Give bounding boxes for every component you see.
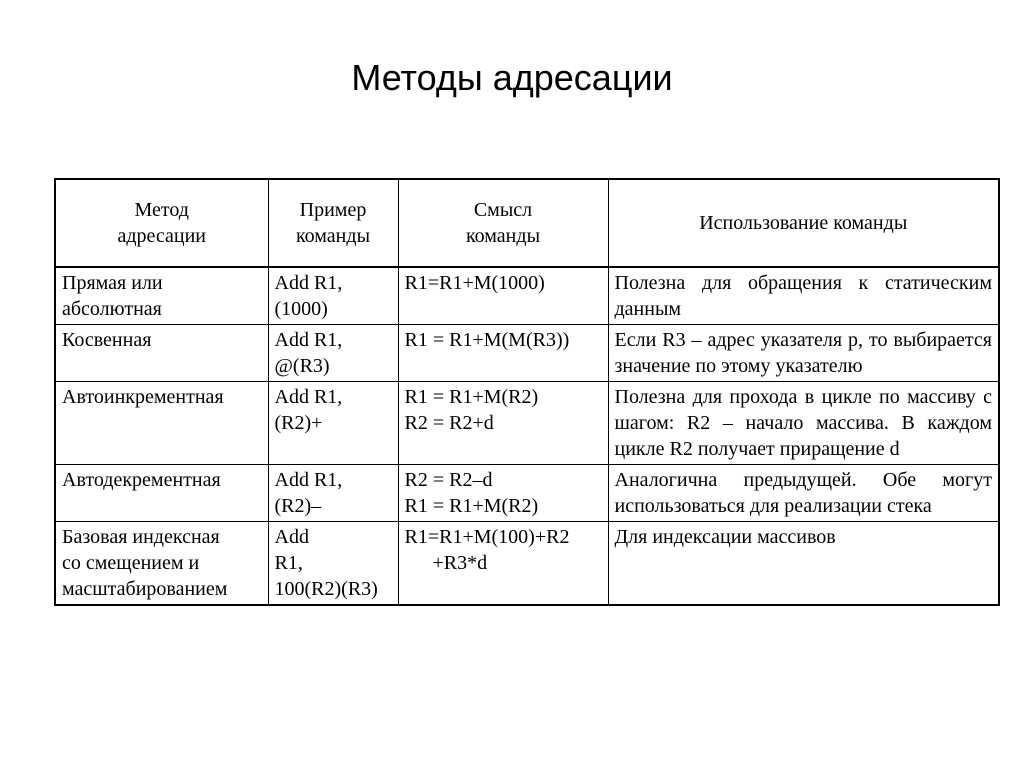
- cell-text: 100(R2)(R3): [274, 578, 378, 600]
- cell-text: Add R1,: [274, 469, 343, 491]
- cell-text: Базовая индексная: [62, 526, 220, 548]
- header-text: команды: [295, 225, 371, 247]
- cell-text: @(R3): [274, 355, 330, 377]
- table-header-row: [55, 179, 999, 267]
- cell-text: абсолютная: [62, 298, 162, 320]
- header-meaning: [398, 179, 608, 267]
- header-method: [55, 179, 268, 267]
- cell-text: +R3*d: [432, 552, 488, 574]
- cell-example: [268, 382, 398, 465]
- page-title: Методы адресации: [351, 57, 673, 98]
- cell-text: Автоинкрементная: [62, 386, 224, 408]
- cell-text: R1,: [274, 552, 303, 574]
- cell-meaning: [398, 465, 608, 522]
- header-text: Метод: [134, 199, 189, 221]
- header-text: Смысл: [473, 199, 533, 221]
- cell-text: R2 = R2+d: [404, 412, 494, 434]
- cell-usage: Полезна для прохода в цикле по массиву с шагом: R2 – начало массива. В каждом цикле R2 получает приращение d: [608, 382, 999, 465]
- cell-text: Add: [274, 526, 309, 548]
- table-row: [55, 325, 999, 382]
- cell-method: [55, 522, 268, 606]
- cell-text: Add R1,: [274, 386, 343, 408]
- cell-usage: Для индексации массивов: [608, 522, 999, 606]
- cell-meaning: [398, 325, 608, 382]
- cell-meaning: [398, 522, 608, 606]
- table-row: [55, 465, 999, 522]
- cell-text: Косвенная: [62, 329, 152, 351]
- cell-text: R1=R1+M(100)+R2: [404, 526, 570, 548]
- header-text: команды: [465, 225, 541, 247]
- cell-text: R1 = R1+M(R2): [404, 386, 539, 408]
- cell-meaning: [398, 382, 608, 465]
- cell-text: R2 = R2–d: [404, 469, 493, 491]
- cell-usage: Полезна для обращения к статическим данным: [608, 267, 999, 325]
- cell-text: R1 = R1+M(R2): [404, 495, 539, 517]
- cell-method: [55, 465, 268, 522]
- cell-method: [55, 382, 268, 465]
- cell-example: [268, 267, 398, 325]
- header-text: Пример: [299, 199, 367, 221]
- header-example: [268, 179, 398, 267]
- cell-method: [55, 325, 268, 382]
- cell-example: [268, 325, 398, 382]
- addressing-methods-table: [54, 178, 1000, 606]
- cell-example: [268, 522, 398, 606]
- table-row: [55, 522, 999, 606]
- cell-text: R1=R1+M(1000): [404, 272, 545, 294]
- header-text: Использование команды: [699, 212, 908, 234]
- table-row: [55, 267, 999, 325]
- header-text: адресации: [117, 225, 207, 247]
- cell-text: масштабированием: [62, 578, 228, 600]
- table-row: [55, 382, 999, 465]
- cell-usage: Аналогична предыдущей. Обе могут использоваться для реализации стека: [608, 465, 999, 522]
- cell-text: со смещением и: [62, 552, 200, 574]
- cell-text: Прямая или: [62, 272, 163, 294]
- cell-example: [268, 465, 398, 522]
- cell-method: [55, 267, 268, 325]
- cell-meaning: [398, 267, 608, 325]
- header-usage: [608, 179, 999, 267]
- cell-text: R1 = R1+M(M(R3)): [404, 329, 570, 351]
- cell-text: Автодекрементная: [62, 469, 221, 491]
- cell-text: (R2)+: [274, 412, 323, 434]
- cell-text: (R2)–: [274, 495, 322, 517]
- cell-usage: Если R3 – адрес указателя p, то выбирается значение по этому указателю: [608, 325, 999, 382]
- cell-text: Add R1,: [274, 272, 343, 294]
- cell-text: (1000): [274, 298, 328, 320]
- cell-text: Add R1,: [274, 329, 343, 351]
